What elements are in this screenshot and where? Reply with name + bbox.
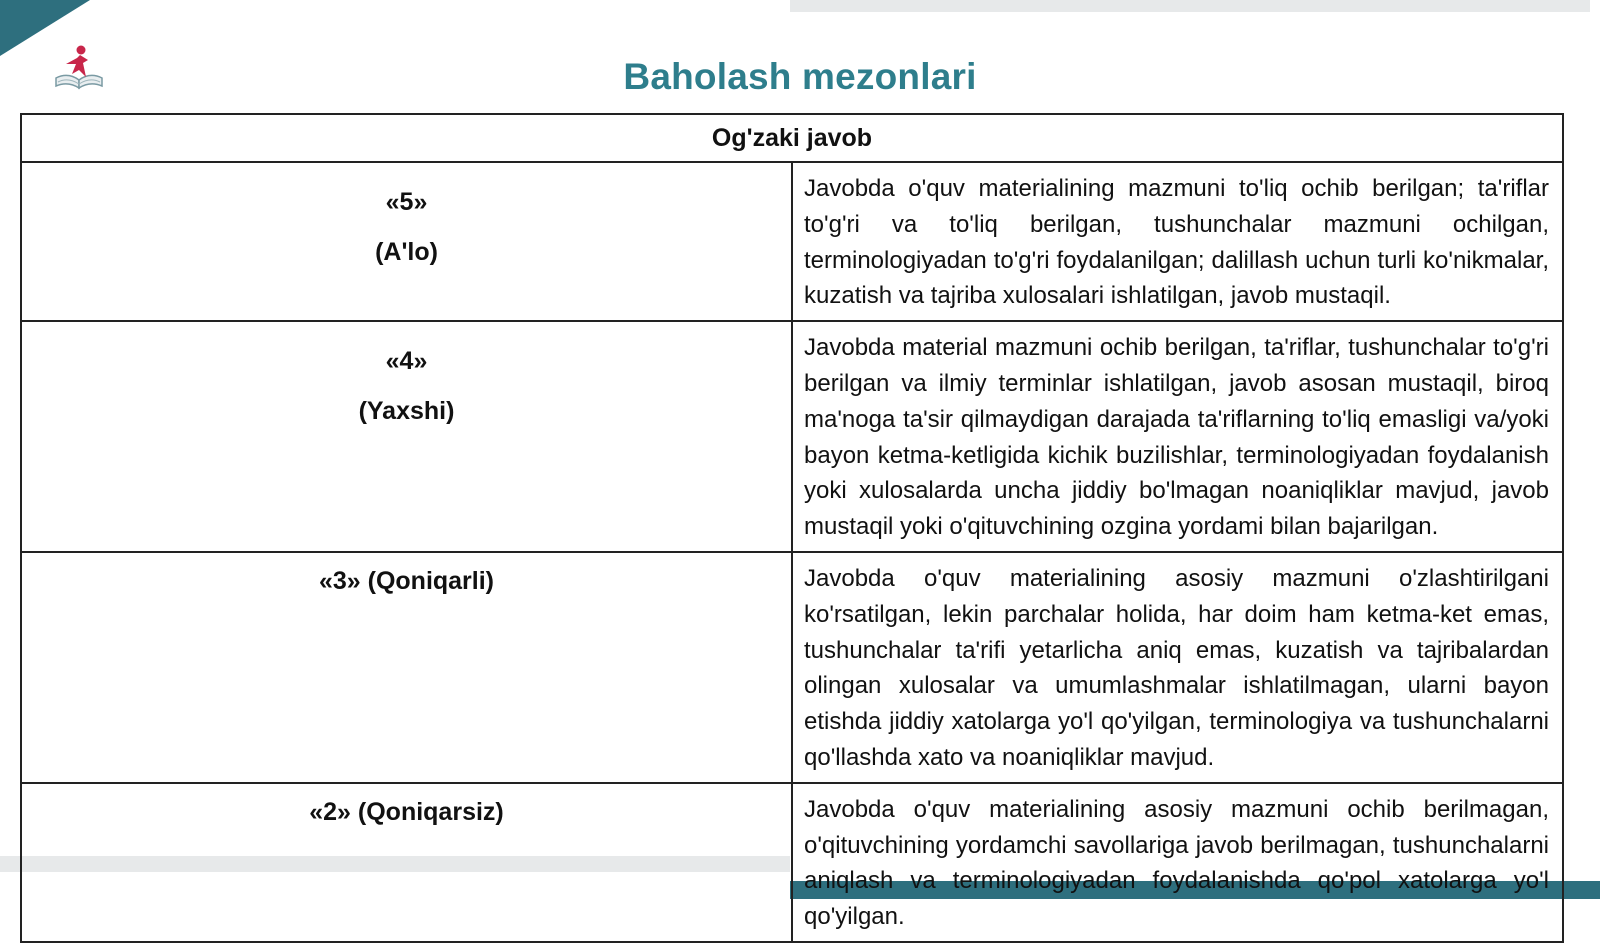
grade-label: (Yaxshi) [358,397,455,426]
table-row [21,552,1563,783]
table-header: Og'zaki javob [21,114,1563,162]
grade-cell: «2» (Qoniqarsiz) [21,783,792,942]
grade-cell [21,162,792,321]
grade-mark: «5» [385,188,428,216]
grade-mark: «4» [385,347,428,376]
table-row [21,162,1563,321]
page-title: Baholash mezonlari [623,56,977,97]
table-header-row [21,114,1563,162]
grade-description: Javobda o'quv materialining mazmuni to'liq ochib berilgan; ta'riflar to'g'ri va to'liq berilgan, tushunchalar mazmuni ochilgan, terminologiyadan to'g'ri foydalanilgan; dalillash uchun turli ko'nikmalar, kuzatish va tajriba xulosalari ishlatilgan, javob mustaqil. [792,162,1563,321]
grade-label: (A'lo) [375,238,438,266]
grade-description: Javobda material mazmuni ochib berilgan, ta'riflar, tushunchalar to'g'ri berilgan va ilmiy terminlar ishlatilgan, javob asosan mustaqil, biroq ma'noga ta'sir qilmaydigan darajada ta'riflarning to'liq emasligi va/yoki bayon ketma-ketligida kichik buzilishlar, terminologiyadan foydalanish yoki xulosalarda uncha jiddiy bo'lmagan noaniqliklar mavjud, javob mustaqil yoki o'qituvchining ozgina yordami bilan bajarilgan. [792,321,1563,552]
table-row [21,783,1563,942]
grade-cell [21,321,792,552]
grade-cell: «3» (Qoniqarli) [21,552,792,783]
grade-description: Javobda o'quv materialining asosiy mazmuni ochib berilmagan, o'qituvchining yordamchi savollariga javob berilmagan, tushunchalarni aniqlash va terminologiyadan foydalanishda qo'pol xatolarga yo'l qo'yilgan. [792,783,1563,942]
top-decorative-bar [790,0,1590,12]
table-row [21,321,1563,552]
criteria-table [20,113,1564,943]
grade-description: Javobda o'quv materialining asosiy mazmuni o'zlashtirilgani ko'rsatilgan, lekin parchalar holida, har doim ham ketma-ket emas, tushunchalar ta'rifi yetarlicha aniq emas, kuzatish va tajribalardan olingan xulosalar va umumlashmalar ishlatilmagan, ularni bayon etishda jiddiy xatolarga yo'l qo'yilgan, terminologiya va tushunchalarni qo'llashda xato va noaniqliklar mavjud. [792,552,1563,783]
